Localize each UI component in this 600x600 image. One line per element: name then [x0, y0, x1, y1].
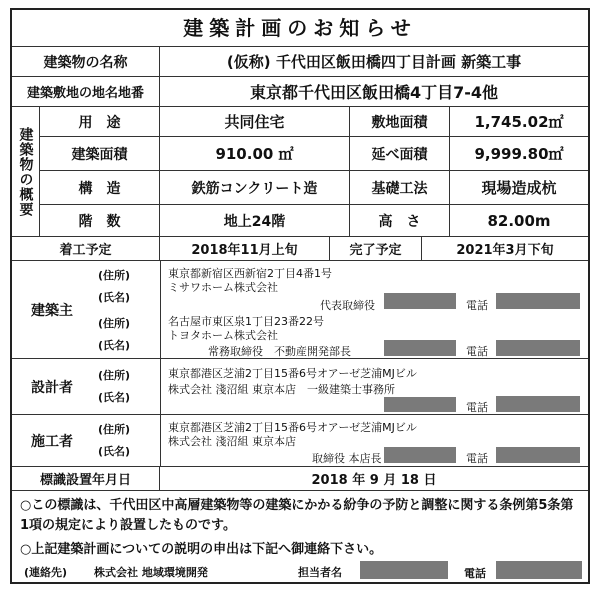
designer-address: 東京都港区芝浦2丁目15番6号オアーゼ芝浦MJビル [168, 367, 417, 380]
builder-phone-label: 電話 [466, 452, 488, 465]
name-label: 建築物の名称 [12, 47, 160, 76]
overview-label: 建築物の概要 [12, 107, 40, 236]
owner2-name-label: (氏名) [98, 339, 131, 352]
use-label: 用 途 [40, 107, 160, 136]
owner2-company: トヨタホーム株式会社 [168, 329, 278, 342]
site-area-value: 1,745.02㎡ [474, 113, 564, 131]
height-label: 高 さ [350, 205, 450, 236]
finish-label: 完了予定 [330, 237, 422, 260]
owner1-addr-label: (住所) [98, 269, 131, 282]
contact-phone-redaction [496, 561, 582, 579]
floor-area-value: 9,999.80㎡ [474, 145, 564, 163]
owner1-role: 代表取締役 [320, 299, 375, 312]
structure-value: 鉄筋コンクリート造 [160, 171, 350, 204]
builder-role: 取締役 本店長 [312, 452, 382, 465]
designer-name-label: (氏名) [98, 391, 131, 404]
floors-value: 地上24階 [160, 205, 350, 236]
builder-phone-redaction [496, 447, 580, 463]
floors-label: 階 数 [40, 205, 160, 236]
name-value: (仮称) 千代田区飯田橋四丁目計画 新築工事 [226, 53, 522, 71]
note-ordinance: ○この標識は、千代田区中高層建築物等の建築にかかる紛争の予防と調整に関する条例第5条第1項の規定により設置したものです。 [20, 498, 574, 533]
address-label: 建築敷地の地名地番 [12, 77, 160, 106]
contact-label: (連絡先) [24, 566, 68, 579]
builder-addr-label: (住所) [98, 423, 131, 436]
use-value: 共同住宅 [160, 107, 350, 136]
designer-company: 株式会社 淺沼組 東京本店 一級建築士事務所 [168, 383, 395, 396]
designer-block [12, 359, 588, 415]
owner1-name-label: (氏名) [98, 291, 131, 304]
start-value: 2018年11月上旬 [160, 237, 330, 260]
designer-addr-label: (住所) [98, 369, 131, 382]
row-use [40, 107, 588, 137]
owner-label: 建築主 [31, 302, 73, 319]
owner1-company: ミサワホーム株式会社 [168, 281, 278, 294]
row-floors [40, 205, 588, 237]
owner2-role: 常務取締役 不動産開発部長 [208, 345, 351, 358]
owner2-address: 名古屋市東区泉1丁目23番22号 [168, 315, 324, 328]
contact-phone-label: 電話 [464, 567, 486, 580]
builder-block [12, 415, 588, 467]
owner2-phone-label: 電話 [466, 345, 488, 358]
contact-company: 株式会社 地域環境開発 [94, 566, 208, 579]
designer-phone-label: 電話 [466, 401, 488, 414]
row-schedule [12, 237, 588, 261]
builder-name-redaction [384, 447, 456, 463]
row-structure [40, 171, 588, 205]
notice-board [10, 8, 590, 584]
posted-value: 2018 年 9 月 18 日 [311, 473, 437, 488]
owner2-phone-redaction [496, 340, 580, 356]
owner2-addr-label: (住所) [98, 317, 131, 330]
foundation-value: 現場造成杭 [481, 179, 557, 197]
owner-block [12, 261, 588, 359]
contact-person-redaction [360, 561, 448, 579]
building-area-value: 910.00 ㎡ [160, 137, 350, 170]
row-site-address [12, 77, 588, 107]
owner1-phone-label: 電話 [466, 299, 488, 312]
floor-area-label: 延べ面積 [350, 137, 450, 170]
foundation-label: 基礎工法 [350, 171, 450, 204]
note-contact: ○上記建築計画についての説明の申出は下記へ御連絡下さい。 [20, 542, 383, 557]
owner1-address: 東京都新宿区西新宿2丁目4番1号 [168, 267, 332, 280]
builder-address: 東京都港区芝浦2丁目15番6号オアーゼ芝浦MJビル [168, 421, 417, 434]
row-building-name [12, 47, 588, 77]
site-area-label: 敷地面積 [350, 107, 450, 136]
board-title: 建築計画のお知らせ [12, 10, 588, 47]
owner1-phone-redaction [496, 293, 580, 309]
row-area [40, 137, 588, 171]
start-label: 着工予定 [12, 237, 160, 260]
builder-name-label: (氏名) [98, 445, 131, 458]
designer-name-redaction [384, 397, 456, 412]
structure-label: 構 造 [40, 171, 160, 204]
owner1-name-redaction [384, 293, 456, 309]
finish-value: 2021年3月下旬 [456, 243, 554, 258]
designer-phone-redaction [496, 396, 580, 412]
builder-company: 株式会社 淺沼組 東京本店 [168, 435, 296, 448]
owner2-name-redaction [384, 340, 456, 356]
contact-person-label: 担当者名 [298, 566, 342, 579]
designer-label: 設計者 [31, 379, 73, 396]
row-posted-date [12, 467, 588, 491]
building-area-label: 建築面積 [40, 137, 160, 170]
address-value: 東京都千代田区飯田橋4丁目7-4他 [249, 83, 499, 102]
builder-label: 施工者 [31, 433, 73, 450]
posted-label: 標識設置年月日 [12, 467, 160, 490]
height-value: 82.00m [487, 211, 551, 230]
